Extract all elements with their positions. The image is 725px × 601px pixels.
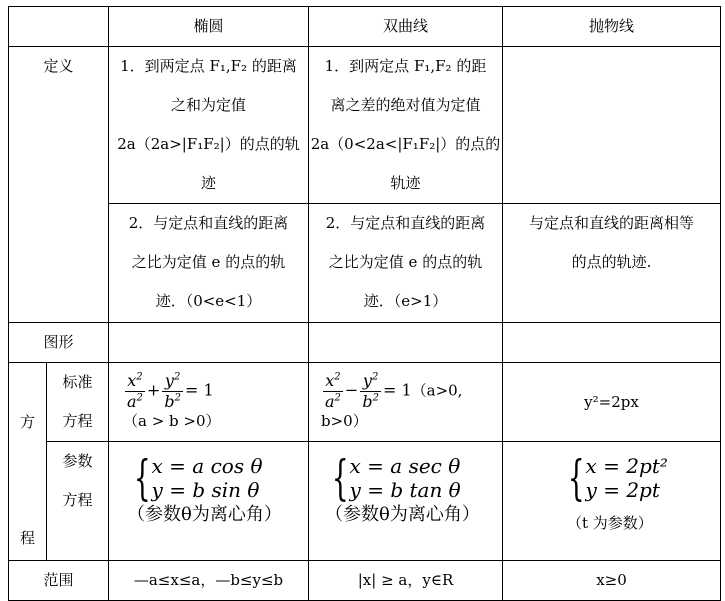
definition-row-1 [9, 47, 721, 204]
range-label: 范围 [9, 561, 109, 601]
equation-group-label [9, 363, 47, 561]
ellipse-parametric-equation [109, 442, 309, 561]
header-hyperbola: 双曲线 [309, 7, 503, 47]
parametric-equation-row [9, 442, 721, 561]
parabola-param-y: y = 2pt [585, 478, 660, 502]
parabola-definition-1 [503, 47, 721, 204]
ellipse-def2-line-2: 之比为定值 e 的点的轨 [131, 253, 286, 271]
standard-label-line-2: 方程 [62, 412, 93, 430]
hyperbola-def1-line-3: 2a（0<2a<|F₁F₂|）的点的 [310, 135, 501, 153]
ellipse-y-fraction: $\frac{y^2}{b^2}$ [164, 371, 181, 411]
ellipse-def2-line-3: 迹．（0<e<1） [155, 292, 262, 310]
parabola-figure [503, 323, 721, 363]
standard-equation-label [47, 363, 109, 442]
equation-group-bottom: 程 [19, 529, 35, 547]
ellipse-def1-line-1: 1．到两定点 F₁,F₂ 的距离 [120, 57, 297, 75]
definition-label [9, 47, 109, 323]
hyperbola-def1-line-4: 轨迹 [390, 174, 421, 192]
header-ellipse: 椭圆 [109, 7, 309, 47]
standard-equation-row [9, 363, 721, 442]
parabola-brace: { [567, 450, 585, 506]
hyperbola-definition-1 [309, 47, 503, 204]
ellipse-definition-1 [109, 47, 309, 204]
parabola-param-note: （t 为参数） [567, 514, 653, 532]
ellipse-std-condition: （a > b >0） [123, 412, 221, 430]
param-label-line-2: 方程 [62, 491, 93, 509]
ellipse-param-note: （参数θ为离心角） [127, 504, 282, 525]
figure-label: 图形 [9, 323, 109, 363]
hyperbola-parametric-equation [309, 442, 503, 561]
ellipse-definition-2 [109, 204, 309, 323]
header-row [9, 7, 721, 47]
hyperbola-def2-line-2: 之比为定值 e 的点的轨 [328, 253, 483, 271]
parabola-definition-2 [503, 204, 721, 323]
parametric-equation-label [47, 442, 109, 561]
hyperbola-def2-line-1: 2．与定点和直线的距离 [325, 214, 486, 232]
ellipse-param-x: x = a cos θ [151, 454, 263, 478]
definition-label-text: 定义 [43, 57, 74, 75]
hyperbola-y-fraction: $\frac{y^2}{b^2}$ [362, 371, 379, 411]
hyperbola-standard-equation: $\frac{x^2}{a^2}$ − $\frac{y^2}{b^2}$ = 1（a>0, b>0） [309, 363, 503, 442]
hyperbola-std-condition: （a>0, b>0） [321, 381, 463, 430]
ellipse-x-fraction: $\frac{x^2}{a^2}$ [127, 371, 143, 411]
equation-group-top: 方 [19, 413, 35, 431]
ellipse-figure [109, 323, 309, 363]
hyperbola-brace: { [331, 450, 349, 506]
ellipse-standard-equation: $\frac{x^2}{a^2}$ + $\frac{y^2}{b^2}$ = 1（a > b >0） [109, 363, 309, 442]
parabola-def2-line-2: 的点的轨迹. [571, 253, 652, 271]
figure-row [9, 323, 721, 363]
ellipse-range: —a≤x≤a，—b≤y≤b [109, 561, 309, 601]
parabola-param-x: x = 2pt² [585, 454, 668, 478]
conic-comparison-table [8, 6, 721, 601]
hyperbola-def1-line-1: 1．到两定点 F₁,F₂ 的距 [324, 57, 487, 75]
definition-row-2 [9, 204, 721, 323]
ellipse-brace: { [133, 450, 151, 506]
ellipse-param-y: y = b sin θ [151, 478, 260, 502]
ellipse-def1-line-2: 之和为定值 [170, 96, 246, 114]
hyperbola-def2-line-3: 迹．（e>1） [363, 292, 448, 310]
hyperbola-param-note: （参数θ为离心角） [325, 504, 480, 525]
hyperbola-definition-2 [309, 204, 503, 323]
hyperbola-param-x: x = a sec θ [349, 454, 461, 478]
hyperbola-figure [309, 323, 503, 363]
hyperbola-param-y: y = b tan θ [349, 478, 461, 502]
hyperbola-range: |x| ≥ a，y∈R [309, 561, 503, 601]
ellipse-def1-line-4: 迹 [200, 174, 216, 192]
header-parabola: 抛物线 [503, 7, 721, 47]
ellipse-def2-line-1: 2．与定点和直线的距离 [128, 214, 289, 232]
parabola-range: x≥0 [503, 561, 721, 601]
parabola-parametric-equation [503, 442, 721, 561]
param-label-line-1: 参数 [62, 452, 93, 470]
header-corner [9, 7, 109, 47]
hyperbola-def1-line-2: 离之差的绝对值为定值 [330, 96, 481, 114]
standard-label-line-1: 标准 [62, 373, 93, 391]
ellipse-def1-line-3: 2a（2a>|F₁F₂|）的点的轨 [117, 135, 300, 153]
parabola-def2-line-1: 与定点和直线的距离相等 [528, 214, 694, 232]
hyperbola-x-fraction: $\frac{x^2}{a^2}$ [325, 371, 341, 411]
range-row [9, 561, 721, 601]
parabola-standard-equation: y²=2px [503, 363, 721, 442]
